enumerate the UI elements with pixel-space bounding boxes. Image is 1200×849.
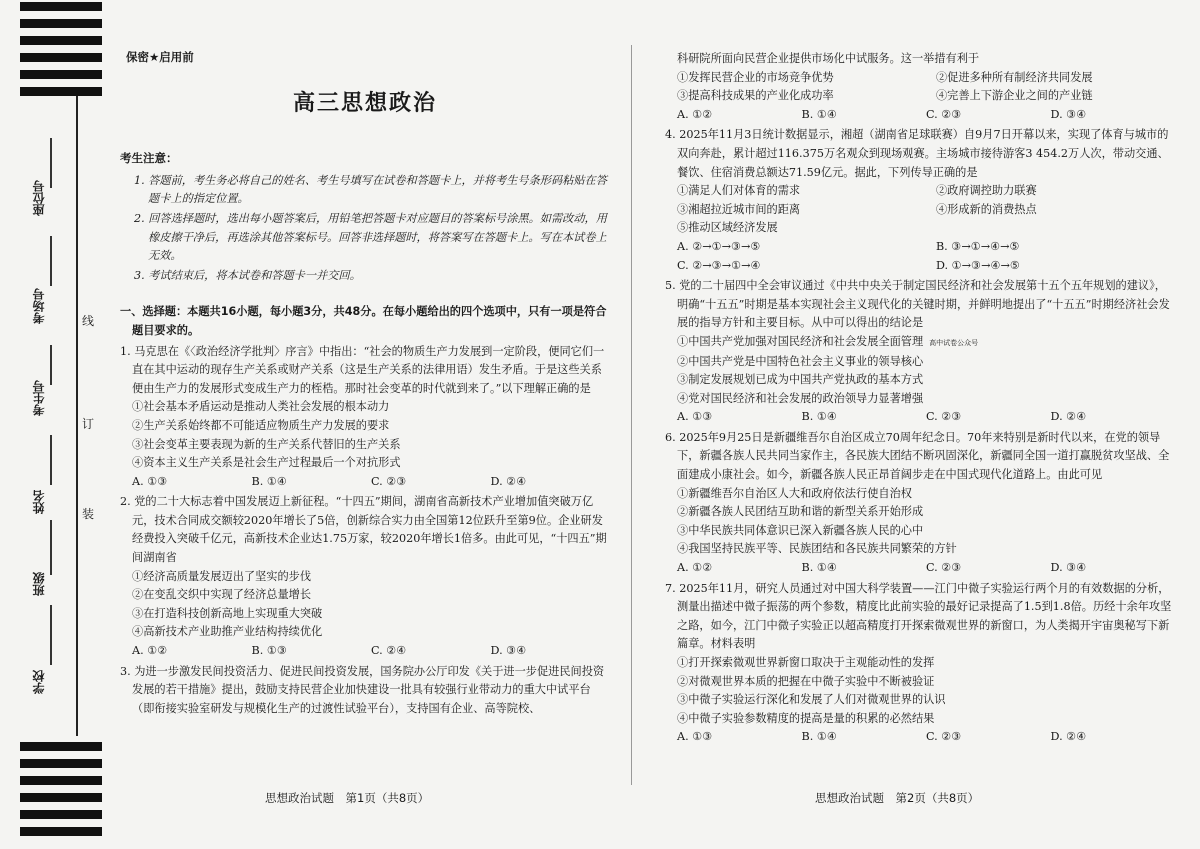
blank-line <box>50 605 52 665</box>
q7-option-d: D. ②④ <box>1050 730 1087 744</box>
q4-item: ②政府调控助力联赛 <box>935 184 1037 198</box>
q6-option-c: C. ②③ <box>926 561 962 575</box>
page-title: 高三思想政治 <box>292 90 437 116</box>
secret-label: 保密★启用前 <box>126 50 194 64</box>
right-column <box>665 50 1175 747</box>
q6-item: ④我国坚持民族平等、民族团结和各民族共同繁荣的方针 <box>677 542 957 556</box>
cut-mark-bind: 装 <box>82 507 95 521</box>
blank-line <box>50 345 52 385</box>
q6-item: ②新疆各族人民团结互助和谐的新型关系开始形成 <box>677 505 924 519</box>
binding-strip <box>0 0 105 849</box>
q7-item: ②对微观世界本质的把握在中微子实验中不断被验证 <box>677 674 935 688</box>
q5-item: ③制定发展规划已成为中国共产党执政的基本方式 <box>677 373 924 387</box>
cut-mark-line: 线 <box>82 314 95 328</box>
q3-option-c: C. ②③ <box>926 107 962 121</box>
blank-line <box>50 236 52 286</box>
q6-option-a: A. ①② <box>677 561 713 575</box>
q3-options <box>665 106 1175 125</box>
q3-continuation: 科研院所面向民营企业提供市场化中试服务。这一举措有利于 <box>677 52 980 65</box>
q2-item: ②在变乱交织中实现了经济总量增长 <box>132 588 312 602</box>
question-2-stem: 2. 党的二十大标志着中国发展迈上新征程。“十四五”期间，湖南省高新技术产业增加值突破万亿元，技术合同成交额较2020年增长了5倍，创新综合实力由全国第12位跃升至第9位。企业研发经费投入突破千亿元，高新技术企业达1.75万家，较2020年增长1倍多。由此可见，“十四五”期间湖南省 <box>120 495 607 565</box>
blank-line <box>50 435 52 485</box>
q7-option-a: A. ①③ <box>677 730 713 744</box>
question-1-stem: 1. 马克思在《〈政治经济学批判〉序言》中指出：“社会的物质生产力发展到一定阶段，便同它们一直在其中运动的现存生产关系或财产关系（这是生产关系的法律用语）发生矛盾。于是这些关系便由生产力的发展形式变成生产力的桎梏。那时社会变革的时代就到来了。”以下理解正确的是 <box>120 344 605 395</box>
q4-options-row <box>665 257 1175 276</box>
notice-item: 2. 回答选择题时，选出每小题答案后，用铅笔把答题卡对应题目的答案标号涂黑。如需改动，用橡皮擦干净后，再选涂其他答案标号。回答非选择题时，将答案写在答题卡上。写在本试卷上无效。 <box>134 211 607 263</box>
q7-item: ③中微子实验运行深化和发展了人们对微观世界的认识 <box>677 693 946 707</box>
barcode-top <box>20 0 102 100</box>
section-heading: 一、选择题：本题共16小题，每小题3分，共48分。在每小题给出的四个选项中，只有一项是符合题目要求的。 <box>120 305 607 337</box>
q4-item: ①满足人们对体育的需求 <box>677 184 801 198</box>
q5-options <box>665 408 1175 427</box>
q7-options <box>665 728 1175 747</box>
q4-item: ③湘超拉近城市间的距离 <box>677 202 801 216</box>
q1-item: ①社会基本矛盾运动是推动人类社会发展的根本动力 <box>132 400 390 414</box>
q3-item: ①发挥民营企业的市场竞争优势 <box>677 70 834 84</box>
q4-items-row <box>665 182 1175 201</box>
q7-option-c: C. ②③ <box>926 730 962 744</box>
q3-item: ④完善上下游企业之间的产业链 <box>935 89 1093 103</box>
q2-item: ①经济高质量发展迈出了坚实的步伐 <box>132 569 312 583</box>
q4-option-b: B. ③→①→④→⑤ <box>935 239 1020 253</box>
blank-line <box>50 520 52 575</box>
footer-page-1: 思想政治试题 第1页（共8页） <box>265 791 430 805</box>
q1-option-c: C. ②③ <box>371 474 407 488</box>
q1-item: ③社会变革主要表现为新的生产关系代替旧的生产关系 <box>132 437 401 451</box>
q4-option-d: D. ①→③→④→⑤ <box>935 258 1020 272</box>
q7-item: ①打开探索微观世界新窗口取决于主观能动性的发挥 <box>677 656 935 669</box>
q5-item-text: ①中国共产党加强对国民经济和社会发展全面管理 <box>677 334 924 348</box>
q1-option-a: A. ①③ <box>132 474 168 488</box>
q4-item: ④形成新的消费热点 <box>935 202 1037 216</box>
q7-option-b: B. ①④ <box>801 730 837 744</box>
question-7-stem: 7. 2025年11月，研究人员通过对中国大科学装置——江门中微子实验运行两个月的有效数据的分析，测量出描述中微子振荡的两个参数，精度比此前实验的最好记录提高了1.5到1.8倍。历经十余年攻坚之路，如今，江门中微子实验正以超高精度打开探索微观世界的新窗口，为人类揭开宇宙奥秘写下新篇章。材料表明 <box>665 581 1172 651</box>
q4-items-row <box>665 201 1175 220</box>
q3-option-d: D. ③④ <box>1050 107 1087 121</box>
column-divider <box>631 45 632 785</box>
q3-items-row <box>665 69 1175 88</box>
q5-option-a: A. ①③ <box>677 410 713 424</box>
q2-option-c: C. ②④ <box>371 644 407 658</box>
exam-number-label: 考生号 <box>32 380 46 416</box>
cut-mark-order: 订 <box>82 417 95 431</box>
question-4-stem: 4. 2025年11月3日统计数据显示，湘超（湖南省足球联赛）自9月7日开幕以来，实现了体育与城市的双向奔赴，累计超过116.375万名观众到现场观赛。主场城市接待游客3 454.2万人次，带动交通、餐饮、住宿消费总额达71.59亿元。据此，下列传导正确的是 <box>665 128 1169 179</box>
q3-items-row <box>665 87 1175 106</box>
q2-item: ④高新技术产业助推产业结构持续优化 <box>132 625 323 639</box>
q2-options <box>120 642 610 661</box>
q1-options <box>120 473 610 492</box>
q2-option-d: D. ③④ <box>490 644 527 658</box>
q6-option-d: D. ③④ <box>1050 561 1087 575</box>
q5-item: ④党对国民经济和社会发展的政治领导力显著增强 <box>677 391 924 405</box>
left-column <box>120 48 610 718</box>
q3-option-a: A. ①② <box>677 107 713 121</box>
q1-option-d: D. ②④ <box>490 474 527 488</box>
notice-item: 3. 考试结束后，将本试卷和答题卡一并交回。 <box>134 268 361 282</box>
watermark-ad: 高中试卷公众号 <box>929 338 979 347</box>
name-label: 姓名 <box>32 490 46 514</box>
q5-item: ②中国共产党是中国特色社会主义事业的领导核心 <box>677 354 924 368</box>
notice-heading: 考生注意： <box>120 151 178 166</box>
question-3-stem: 3. 为进一步激发民间投资活力、促进民间投资发展，国务院办公厅印发《关于进一步促进民间投资发展的若干措施》提出，鼓励支持民营企业加快建设一批具有较强行业带动力的重大中试平台（即衔接实验室研发与规模化生产的过渡性试验平台），支持国有企业、高等院校、 <box>120 664 605 715</box>
q2-option-b: B. ①③ <box>251 644 287 658</box>
q1-item: ④资本主义生产关系是社会生产过程最后一个对抗形式 <box>132 456 401 470</box>
room-label: 考场号 <box>32 288 46 324</box>
school-label: 学校 <box>32 670 46 694</box>
q5-option-b: B. ①④ <box>801 410 837 424</box>
notice-item: 1. 答题前，考生务必将自己的姓名、考生号填写在试卷和答题卡上，并将考生号条形码粘贴在答题卡上的指定位置。 <box>134 173 607 206</box>
q5-option-c: C. ②③ <box>926 410 962 424</box>
q3-item: ③提高科技成果的产业化成功率 <box>677 89 834 103</box>
q6-options <box>665 559 1175 578</box>
class-label: 班级 <box>32 572 46 596</box>
q3-option-b: B. ①④ <box>801 107 837 121</box>
q3-item: ②促进多种所有制经济共同发展 <box>935 70 1093 84</box>
binding-line <box>76 96 78 736</box>
footer-page-2: 思想政治试题 第2页（共8页） <box>815 791 980 805</box>
q6-item: ③中华民族共同体意识已深入新疆各族人民的心中 <box>677 523 924 537</box>
q5-option-d: D. ②④ <box>1050 410 1087 424</box>
q1-item: ②生产关系始终都不可能适应物质生产力发展的要求 <box>132 418 390 432</box>
q1-option-b: B. ①④ <box>251 474 287 488</box>
q2-item: ③在打造科技创新高地上实现重大突破 <box>132 606 323 620</box>
q7-item: ④中微子实验参数精度的提高是量的积累的必然结果 <box>677 711 935 725</box>
q5-item <box>665 333 1175 353</box>
q6-option-b: B. ①④ <box>801 561 837 575</box>
barcode-bottom <box>20 740 102 849</box>
q4-option-a: A. ②→①→③→⑤ <box>677 239 761 253</box>
q4-options-row <box>665 238 1175 257</box>
q4-item: ⑤推动区域经济发展 <box>677 221 778 235</box>
q2-option-a: A. ①② <box>132 644 168 658</box>
q6-item: ①新疆维吾尔自治区人大和政府依法行使自治权 <box>677 486 912 500</box>
q4-option-c: C. ②→③→①→④ <box>677 258 761 272</box>
question-5-stem: 5. 党的二十届四中全会审议通过《中共中央关于制定国民经济和社会发展第十五个五年规划的建议》，明确“十五五”时期是基本实现社会主义现代化的关键时期，并鲜明地提出了“十五五”时期经济社会发展的指导方针和主要目标。从中可以得出的结论是 <box>665 279 1170 330</box>
seat-label: 座位号 <box>32 180 46 216</box>
question-6-stem: 6. 2025年9月25日是新疆维吾尔自治区成立70周年纪念日。70年来特别是新时代以来，在党的领导下，新疆各族人民共同当家作主，各民族大团结不断巩固深化，新疆同全国一道打赢脱贫攻坚战、全面建成小康社会。如今，新疆各族人民正昂首阔步走在中国式现代化道路上。由此可见 <box>665 430 1170 482</box>
